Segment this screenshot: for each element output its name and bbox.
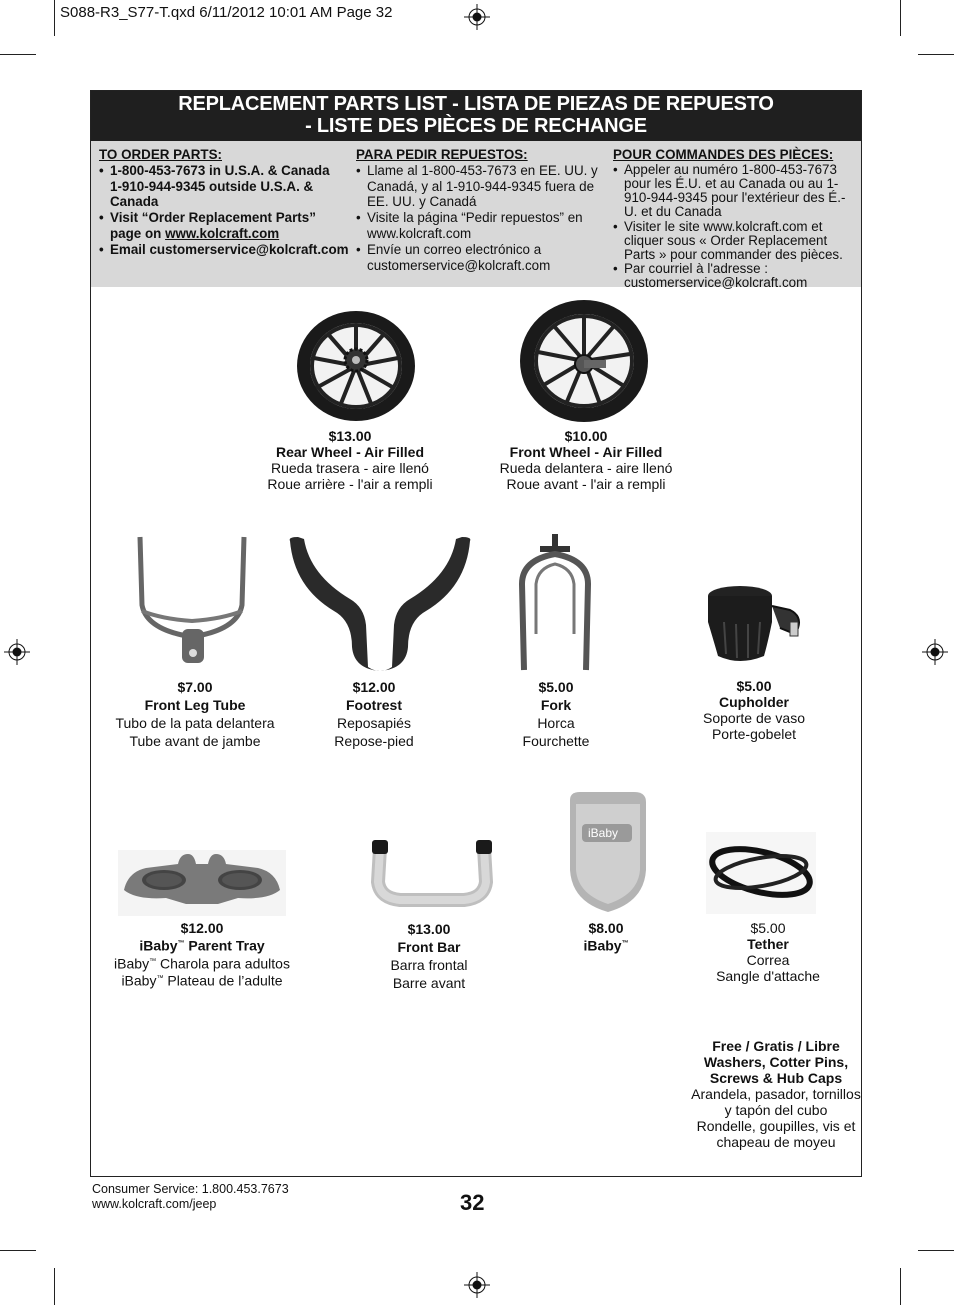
page-title: [91, 91, 861, 141]
part-name-fr: Roue arrière - l'air a rempli: [267, 476, 433, 492]
part-name-fr: iBaby™ Plateau de l’adulte: [121, 972, 283, 989]
part-name: Fork: [540, 697, 572, 713]
list-item: • 1-800-453-7673 in U.S.A. & Canada 1-910-944-9345 outside U.S.A. & Canada: [99, 163, 349, 210]
part-name: Cupholder: [719, 694, 789, 710]
part-name-es: Soporte de vaso: [703, 710, 805, 726]
part-rear-wheel: [262, 428, 438, 492]
part-price: $8.00: [588, 920, 624, 936]
kolcraft-link[interactable]: www.kolcraft.com: [165, 225, 280, 241]
part-name-es: iBaby™ Charola para adultos: [114, 955, 290, 972]
free-label: Free / Gratis / Libre: [712, 1038, 840, 1054]
list-item: • Visiter le site www.kolcraft.com et cliquer sous « Order Replacement Parts » pour commander des pièces.: [613, 220, 858, 263]
part-fork: [496, 678, 616, 750]
part-name: iBaby™ Parent Tray: [139, 937, 265, 954]
part-cupholder: [684, 678, 824, 742]
front-bar-image: [366, 838, 498, 908]
print-slug: S088-R3_S77-T.qxd 6/11/2012 10:01 AM Page 32: [60, 4, 393, 21]
list-item: • Envíe un correo electrónico a customerservice@kolcraft.com: [356, 242, 601, 274]
part-name: Footrest: [346, 697, 402, 713]
part-name-fr: Sangle d'attache: [716, 968, 820, 984]
list-item: • Email customerservice@kolcraft.com: [99, 242, 349, 258]
part-price: $13.00: [407, 921, 451, 937]
ordering-spanish: [356, 147, 601, 273]
part-name-fr: Barre avant: [392, 975, 466, 991]
part-footrest: [304, 678, 444, 750]
crop-mark: [0, 54, 36, 55]
cupholder-image: [706, 582, 806, 666]
part-front-leg-tube: [110, 678, 280, 750]
part-name: Rear Wheel - Air Filled: [275, 444, 425, 460]
part-name-es: Rueda trasera - aire llenó: [271, 460, 429, 476]
title-line-2: - LISTE DES PIÈCES DE RECHANGE: [305, 115, 647, 137]
part-tether: [700, 920, 836, 984]
part-name: iBaby™: [583, 937, 629, 954]
part-name-es: Tubo de la pata delantera: [115, 715, 275, 731]
part-name-es: Barra frontal: [390, 957, 468, 973]
part-name-es: Horca: [537, 715, 575, 731]
part-name-fr: Roue avant - l'air a rempli: [506, 476, 666, 492]
part-name-es: Reposapiés: [337, 715, 411, 731]
part-price: $7.00: [177, 679, 213, 695]
page-number: 32: [460, 1190, 485, 1215]
part-ibaby: [556, 920, 656, 954]
part-front-bar: [374, 920, 484, 992]
part-front-wheel: [494, 428, 678, 492]
part-price: $12.00: [180, 920, 224, 936]
free-items: Washers, Cotter Pins, Screws & Hub Caps: [703, 1054, 849, 1086]
list-item: • Visite la página “Pedir repuestos” en www.kolcraft.com: [356, 210, 601, 242]
parent-tray-image: [118, 850, 286, 916]
fork-image: [516, 534, 594, 672]
list-item: • Appeler au numéro 1-800-453-7673 pour les É.U. et au Canada ou au 1-910-944-9345 pour l'extérieur des É.-U. et du Canada: [613, 163, 858, 220]
registration-mark-icon: [464, 1272, 490, 1298]
part-name: Tether: [747, 936, 789, 952]
part-price: $12.00: [352, 679, 396, 695]
title-line-1: REPLACEMENT PARTS LIST - LISTA DE PIEZAS DE REPUESTO: [178, 93, 774, 115]
part-name-es: Correa: [746, 952, 790, 968]
free-parts-note: [690, 1038, 862, 1150]
crop-mark: [900, 0, 901, 36]
part-name-fr: Tube avant de jambe: [129, 733, 261, 749]
part-price: $5.00: [736, 678, 772, 694]
free-items-fr: Rondelle, goupilles, vis et chapeau de moyeu: [696, 1118, 856, 1150]
consumer-service-phone: Consumer Service: 1.800.453.7673: [92, 1182, 289, 1196]
rear-wheel-image: [294, 308, 418, 424]
part-name-fr: Fourchette: [522, 733, 590, 749]
ordering-english: [99, 147, 349, 258]
ordering-title-fr: POUR COMMANDES DES PIÈCES:: [613, 147, 834, 162]
crop-mark: [0, 1250, 36, 1251]
part-price: $13.00: [328, 428, 372, 444]
ibaby-logo-text: iBaby: [588, 826, 619, 840]
ordering-info-panel: [91, 141, 861, 291]
crop-mark: [54, 1268, 55, 1305]
part-name-fr: Porte-gobelet: [711, 726, 797, 742]
ibaby-image: [564, 790, 652, 914]
registration-mark-icon: [4, 639, 30, 665]
registration-mark-icon: [922, 639, 948, 665]
part-parent-tray: [106, 920, 298, 989]
tether-image: [706, 832, 816, 914]
list-item: • Visit “Order Replacement Parts” page on www.kolcraft.com: [99, 210, 349, 242]
registration-mark-icon: [464, 4, 490, 30]
ordering-title-es: PARA PEDIR REPUESTOS:: [356, 147, 528, 162]
ordering-title-en: TO ORDER PARTS:: [99, 147, 222, 162]
crop-mark: [900, 1268, 901, 1305]
list-item: • Llame al 1-800-453-7673 en EE. UU. y Canadá, y al 1-910-944-9345 fuera de EE. UU. y Canadá: [356, 163, 601, 210]
part-name: Front Wheel - Air Filled: [509, 444, 663, 460]
part-name: Front Leg Tube: [144, 697, 246, 713]
part-price: $5.00: [538, 679, 574, 695]
crop-mark: [918, 1250, 954, 1251]
footer-contact: [92, 1182, 289, 1212]
front-leg-tube-image: [132, 535, 254, 667]
part-name-fr: Repose-pied: [334, 733, 414, 749]
footer-url: www.kolcraft.com/jeep: [92, 1197, 217, 1211]
footrest-image: [286, 535, 474, 675]
crop-mark: [918, 54, 954, 55]
part-name-es: Rueda delantera - aire llenó: [499, 460, 673, 476]
free-items-es: Arandela, pasador, tornillos y tapón del cubo: [691, 1086, 861, 1118]
part-price: $10.00: [564, 428, 608, 444]
part-price: $5.00: [750, 920, 786, 936]
crop-mark: [54, 0, 55, 36]
part-name: Front Bar: [397, 939, 461, 955]
list-item: • Par courriel à l'adresse : customerservice@kolcraft.com: [613, 262, 858, 290]
ordering-french: [613, 147, 858, 291]
front-wheel-image: [518, 298, 650, 424]
